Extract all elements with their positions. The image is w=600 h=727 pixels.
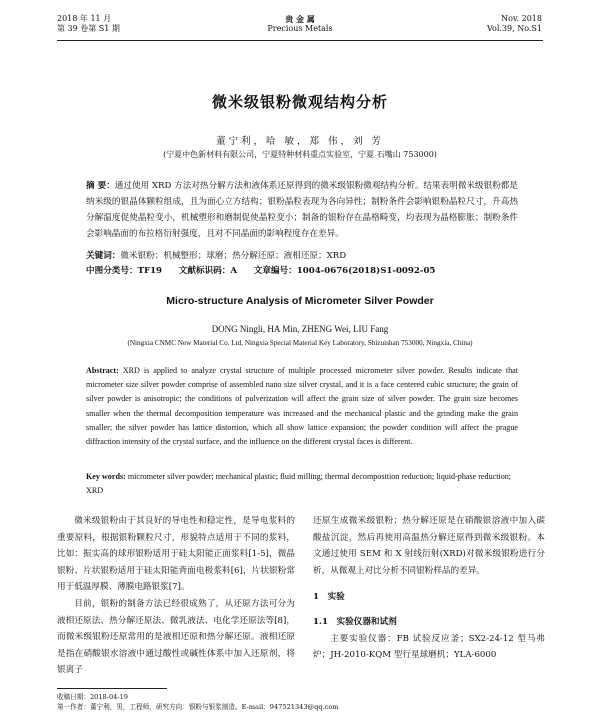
instruments-paragraph: 主要实验仪器：FB 试验反应釜；SX2-24-12 型马弗炉；JH-2010-KQM 型行星球磨机；YLA-6000 bbox=[313, 633, 545, 661]
keywords-cn-text: 微米银粉；机械整形；球磨；热分解还原；液相还原；XRD bbox=[120, 251, 347, 261]
keywords-cn-label: 关键词： bbox=[86, 251, 121, 261]
clc-value: TF19 bbox=[137, 266, 163, 276]
abstract-en-label: Abstract: bbox=[86, 366, 119, 375]
doc-code-value: A bbox=[230, 266, 238, 276]
intro-paragraph-2: 目前，银粉的制备方法已经很成熟了，从还原方法可分为液相还原法、热分解还原法、微乳液法、电化学还原法等[8]，而微米级银粉还原常用的是液相还原和热分解还原。液相还原是指在硝酸银水溶液中通过酸性或碱性体系中加入还原剂，将银离子 bbox=[57, 598, 295, 676]
intro-paragraph-3: 还原生成微米级银粉；热分解还原是在硝酸银溶液中加入碳酸盐沉淀，然后再使用高温热分解还原得到微米级银粉。本文通过使用 SEM 和 X 射线衍射(XRD)对微米级银粉进行分析，从微观上对比分析不同银粉样品的差异。 bbox=[313, 516, 545, 576]
clc-label: 中图分类号： bbox=[86, 266, 138, 276]
running-header-right bbox=[487, 14, 542, 34]
footnote-divider bbox=[57, 688, 167, 689]
abstract-cn-text: 通过使用 XRD 方法对热分解方法和液体系还原得到的微米级银粉微观结构分析。结果表明微米级银粉都是纳米级的银晶体颗粒组成，且为面心立方结构；银粉晶粒表现为各向异性；制粉条件会影响银粉晶粒尺寸，升高热分解温度促使晶粒变小，机械塑形和磨制促使晶粒变小；制备的银粉存在晶格畸变，均表现为晶格膨胀；制粉条件会影响晶面的布拉格衍射强度，且对不同晶面的影响程度存在差异。 bbox=[86, 181, 518, 239]
journal-name-cn: 贵 金 属 bbox=[285, 14, 315, 24]
doc-code-label: 文献标识码： bbox=[178, 266, 231, 276]
running-header-center bbox=[250, 14, 350, 34]
abstract-cn bbox=[86, 178, 518, 242]
affiliation-cn: (宁夏中色新材料有限公司，宁夏特种材料重点实验室，宁夏 石嘴山 753000) bbox=[163, 150, 437, 159]
keywords-en-label: Key words: bbox=[86, 472, 126, 481]
paper-title-cn: 微米级银粉微观结构分析 bbox=[211, 93, 388, 111]
abstract-en-text: XRD is applied to analyze crystal structure of multiple processed micrometer silver powder. Results indicate that micrometer size silver powder comprise of assembled nano size silver crystal, and it is a face centered cubic structure; the grain of silver powder is anisotropic; the conditions of pulverization will affect the grain size of silver powder. The grain size becomes smaller when the thermal decomposition temperature was increased and the mechanical plastic and the grinding make the grain smaller; the silver powder has lattice distortion, which all show lattice expansion; the powder condition will affect the prague diffraction intensity of the crystal surface, and the influence on the different crystal faces is different. bbox=[86, 366, 518, 447]
issue-date: 2018 年 11 月 bbox=[57, 14, 112, 23]
body-column-right bbox=[313, 513, 545, 664]
issue-date-en: Nov. 2018 bbox=[501, 14, 542, 23]
keywords-en bbox=[86, 470, 518, 498]
section-heading-experiment: 1 实验 bbox=[313, 592, 345, 603]
volume-issue-en: Vol.39, No.S1 bbox=[486, 24, 542, 33]
journal-name-en: Precious Metals bbox=[267, 24, 333, 33]
body-column-left bbox=[57, 513, 295, 679]
affiliation-en: (Ningxia CNMC New Material Co. Ltd, Ningxia Special Material Key Laboratory, Shizuishan 753000, Ningxia, China) bbox=[127, 339, 473, 347]
footnote bbox=[57, 692, 537, 712]
running-header-left bbox=[57, 14, 120, 34]
header-divider bbox=[57, 40, 543, 41]
classification-row bbox=[86, 265, 518, 277]
keywords-cn bbox=[86, 250, 518, 262]
first-author-info: 第一作者：董宁利，男，工程师，研究方向：银粉与银浆制造。E-mail：947521343@qq.com bbox=[57, 703, 339, 711]
authors-cn: 董宁利，哈 敏，郑 伟，刘 芳 bbox=[215, 136, 385, 147]
volume-issue-cn: 第 39 卷第 S1 期 bbox=[57, 24, 120, 33]
intro-paragraph-1: 微米级银粉由于其良好的导电性和稳定性，是导电浆料的重要原料，根据银粉颗粒尺寸，形貌特点适用于不同的浆料，比如：振实高的球形银粉适用于硅太阳能正面浆料[1-5]，微晶银粉、片状银粉适用于硅太阳能背面电极浆料[6]，片状银粉常用于低温厚膜、薄膜电路银浆[7]。 bbox=[57, 516, 295, 593]
paper-title-en: Micro-structure Analysis of Micrometer Silver Powder bbox=[166, 295, 434, 307]
abstract-cn-label: 摘 要： bbox=[86, 181, 115, 191]
authors-en: DONG Ningli, HA Min, ZHENG Wei, LIU Fang bbox=[211, 324, 389, 334]
subsection-heading-instruments: 1.1 实验仪器和试剂 bbox=[313, 616, 397, 627]
received-date: 收稿日期：2018-04-19 bbox=[57, 693, 128, 701]
keywords-en-text: micrometer silver powder; mechanical plastic; fluid milling; thermal decomposition reduction; liquid-phase reduction; XRD bbox=[86, 472, 512, 496]
abstract-en bbox=[86, 364, 518, 449]
article-no-label: 文章编号： bbox=[253, 266, 297, 276]
article-no-value: 1004-0676(2018)S1-0092-05 bbox=[296, 266, 436, 276]
